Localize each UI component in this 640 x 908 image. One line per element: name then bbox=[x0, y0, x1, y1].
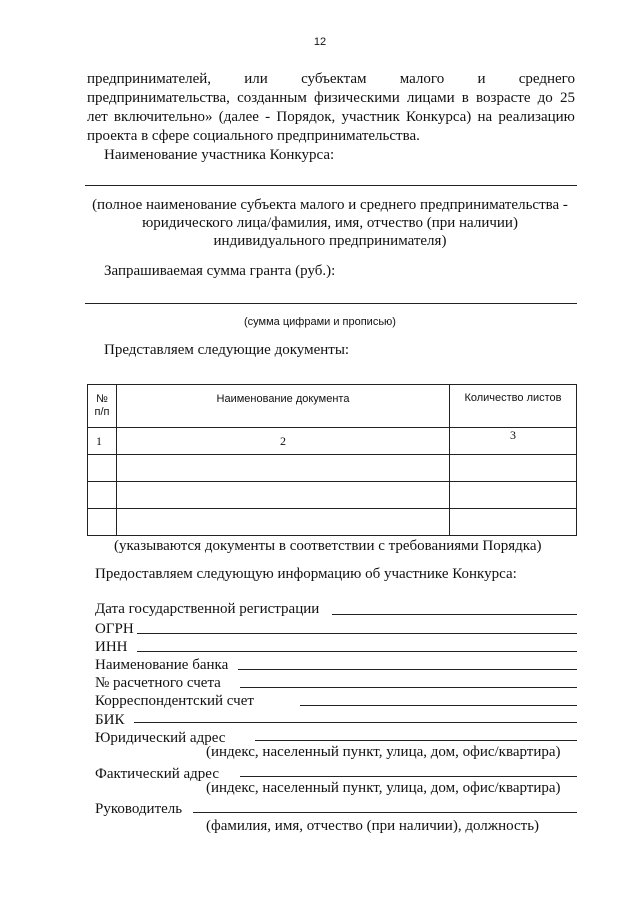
reg-date-label: Дата государственной регистрации bbox=[95, 601, 320, 617]
table-cell[interactable] bbox=[117, 455, 450, 482]
table-cell[interactable] bbox=[117, 482, 450, 509]
word: реализацию bbox=[498, 109, 575, 125]
grant-hint: (сумма цифрами и прописью) bbox=[244, 316, 396, 328]
director-label: Руководитель bbox=[95, 801, 183, 817]
table-cell[interactable] bbox=[88, 455, 117, 482]
table-row bbox=[88, 482, 577, 509]
bik-label: БИК bbox=[95, 712, 125, 728]
intro-line-1 bbox=[87, 70, 575, 88]
word: физическими bbox=[313, 90, 400, 106]
participant-hint-3: индивидуального предпринимателя) bbox=[213, 233, 447, 249]
word: на bbox=[477, 109, 493, 125]
word: (далее bbox=[218, 109, 259, 125]
col-header-num bbox=[88, 385, 117, 428]
index-cell: 2 bbox=[117, 428, 450, 455]
table-header-row bbox=[88, 385, 577, 428]
word: или bbox=[244, 71, 268, 87]
legal-address-hint: (индекс, населенный пункт, улица, дом, офис/квартира) bbox=[206, 744, 561, 760]
word: возрасте bbox=[476, 90, 531, 106]
bik-field[interactable] bbox=[134, 722, 577, 723]
word: Порядок, bbox=[276, 109, 336, 125]
table-cell[interactable] bbox=[88, 509, 117, 536]
table-cell[interactable] bbox=[450, 482, 577, 509]
word: и bbox=[477, 71, 486, 87]
page-number: 12 bbox=[313, 36, 327, 48]
table-cell[interactable] bbox=[88, 482, 117, 509]
col-header-num-line1: № bbox=[96, 393, 108, 405]
col-header-qty: Количество листов bbox=[450, 385, 577, 428]
word: - bbox=[265, 109, 271, 125]
intro-line-3 bbox=[87, 108, 575, 126]
intro-line-2 bbox=[87, 89, 575, 107]
info-label: Предоставляем следующую информацию об участнике Конкурса: bbox=[95, 566, 517, 582]
index-cell: 3 bbox=[450, 428, 577, 455]
corr-account-field[interactable] bbox=[300, 705, 577, 706]
col-header-num-line2: п/п bbox=[94, 406, 110, 418]
inn-field[interactable] bbox=[137, 651, 577, 652]
word: среднего bbox=[518, 71, 575, 87]
ogrn-field[interactable] bbox=[137, 633, 577, 634]
docs-label: Представляем следующие документы: bbox=[104, 342, 350, 358]
word: созданным bbox=[237, 90, 307, 106]
grant-label: Запрашиваемая сумма гранта (руб.): bbox=[104, 263, 336, 279]
word: в bbox=[461, 90, 469, 106]
actual-address-hint: (индекс, населенный пункт, улица, дом, офис/квартира) bbox=[206, 780, 561, 796]
director-field[interactable] bbox=[193, 812, 577, 813]
participant-hint-1: (полное наименование субъекта малого и среднего предпринимательства - bbox=[92, 197, 568, 213]
participant-hint-2: юридического лица/фамилия, имя, отчество (при наличии) bbox=[142, 215, 518, 231]
word: предпринимательства, bbox=[87, 90, 230, 106]
intro-line-4: проекта в сфере социального предпринимательства. bbox=[87, 128, 420, 144]
table-cell[interactable] bbox=[117, 509, 450, 536]
word: лет bbox=[87, 109, 108, 125]
word: 25 bbox=[559, 90, 575, 106]
reg-date-field[interactable] bbox=[332, 614, 577, 615]
inn-label: ИНН bbox=[95, 639, 128, 655]
grant-amount-line[interactable] bbox=[85, 303, 577, 304]
word: включительно» bbox=[113, 109, 213, 125]
legal-address-field[interactable] bbox=[255, 740, 577, 741]
participant-label: Наименование участника Конкурса: bbox=[104, 147, 335, 163]
word: субъектам bbox=[301, 71, 367, 87]
word: Конкурса) bbox=[405, 109, 472, 125]
table-cell[interactable] bbox=[450, 509, 577, 536]
word: до bbox=[537, 90, 553, 106]
index-cell: 1 bbox=[88, 428, 117, 455]
table-index-row bbox=[88, 428, 577, 455]
actual-address-label: Фактический адрес bbox=[95, 766, 219, 782]
documents-table bbox=[87, 384, 577, 536]
director-hint: (фамилия, имя, отчество (при наличии), должность) bbox=[206, 818, 540, 834]
docs-hint: (указываются документы в соответствии с требованиями Порядка) bbox=[114, 538, 542, 554]
word: участник bbox=[341, 109, 400, 125]
corr-account-label: Корреспондентский счет bbox=[95, 693, 254, 709]
legal-address-label: Юридический адрес bbox=[95, 730, 226, 746]
ogrn-label: ОГРН bbox=[95, 621, 134, 637]
bank-field[interactable] bbox=[238, 669, 577, 670]
table-row bbox=[88, 455, 577, 482]
table-row bbox=[88, 509, 577, 536]
actual-address-field[interactable] bbox=[240, 776, 577, 777]
word: лицами bbox=[406, 90, 455, 106]
word: малого bbox=[399, 71, 445, 87]
participant-name-line[interactable] bbox=[85, 185, 577, 186]
bank-label: Наименование банка bbox=[95, 657, 229, 673]
word: предпринимателей, bbox=[87, 71, 212, 87]
table-cell[interactable] bbox=[450, 455, 577, 482]
account-field[interactable] bbox=[240, 687, 577, 688]
account-label: № расчетного счета bbox=[95, 675, 221, 691]
col-header-name: Наименование документа bbox=[117, 385, 450, 428]
